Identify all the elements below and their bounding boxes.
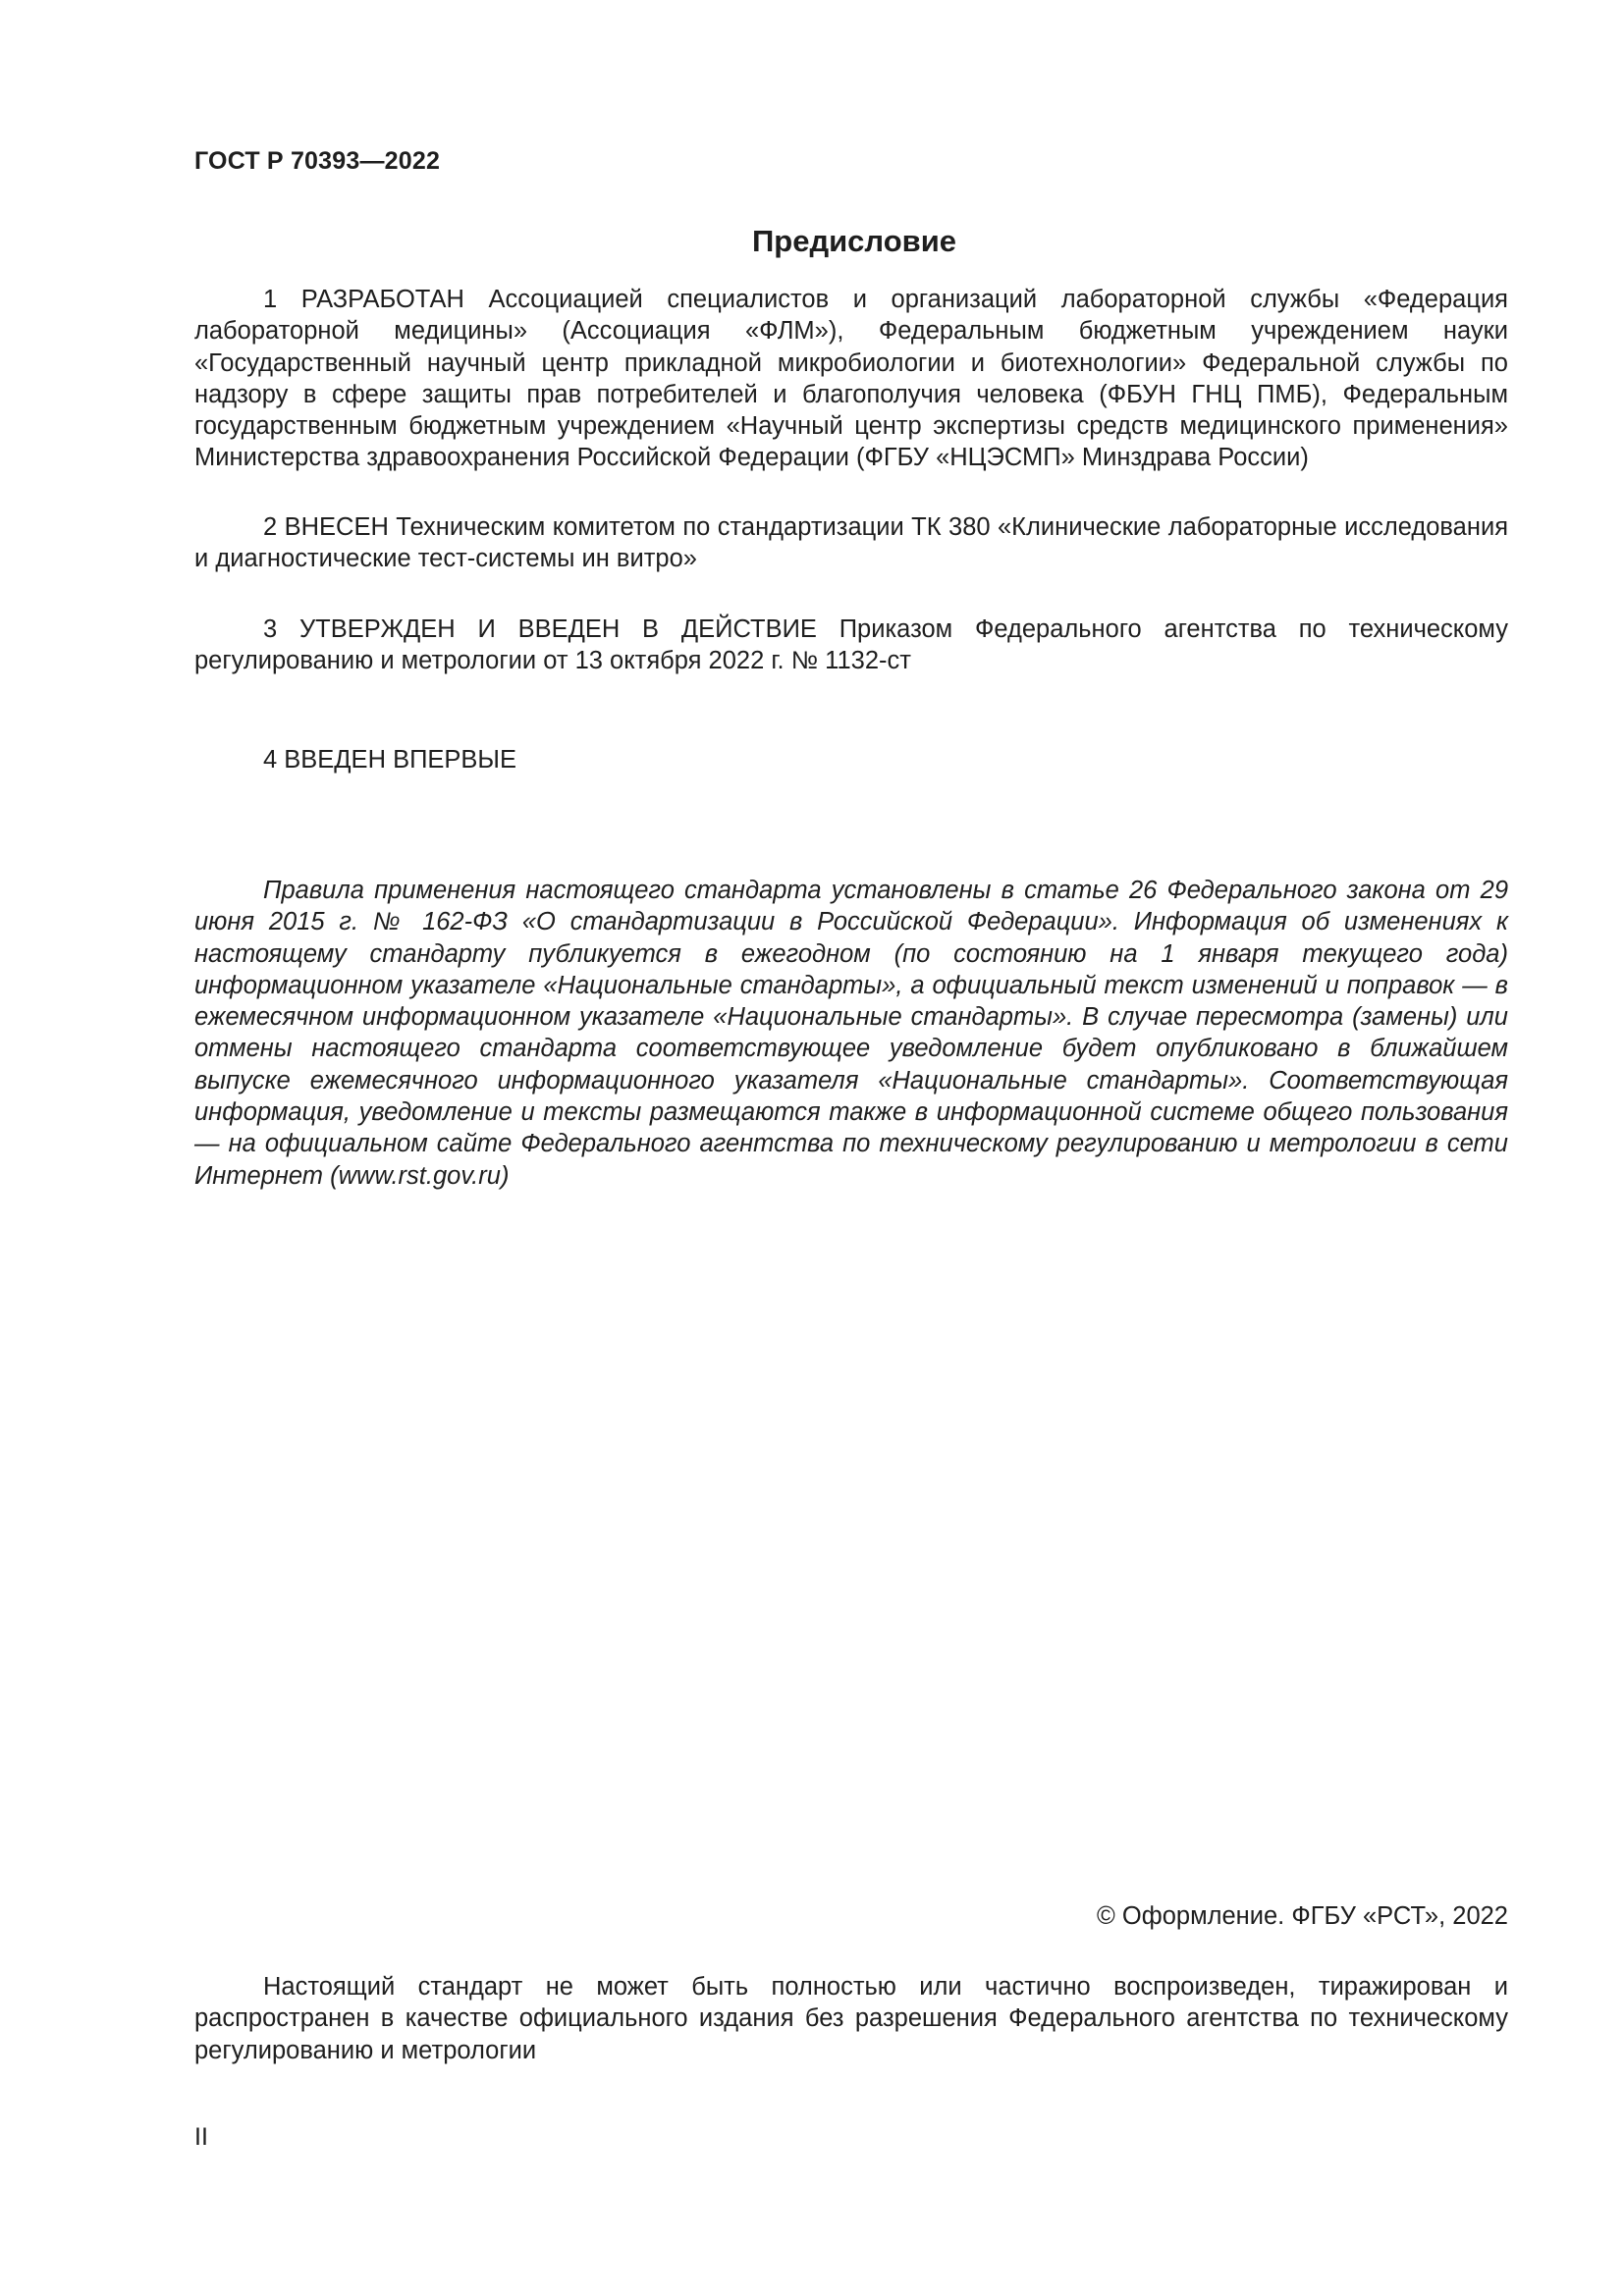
page-number: II <box>194 2123 208 2151</box>
reproduction-notice: Настоящий стандарт не может быть полностью или частично воспроизведен, тиражирован и распространен в качестве официального издания без разрешения Федерального агентства по техническому регулированию и метрологии <box>194 1973 1508 2064</box>
foreword-item-approved: 3 УТВЕРЖДЕН И ВВЕДЕН В ДЕЙСТВИЕ Приказом Федерального агентства по техническому регулированию и метрологии от 13 октября 2022 г. № 1132-ст <box>194 615 1508 675</box>
foreword-item-introduced: 2 ВНЕСЕН Техническим комитетом по стандартизации ТК 380 «Клинические лабораторные исследования и диагностические тест-системы ин витро» <box>194 513 1508 573</box>
document-code: ГОСТ Р 70393—2022 <box>194 147 441 175</box>
page-title: Предисловие <box>751 224 956 258</box>
application-rules-paragraph: Правила применения настоящего стандарта установлены в статье 26 Федерального закона от 29 июня 2015 г. № 162-ФЗ «О стандартизации в Российской Федерации». Информация об изменениях к настоящему стандарту публикуется в ежегодном (по состоянию на 1 января текущего года) информационном указателе «Национальные стандарты», а официальный текст изменений и поправок — в ежемесячном информационном указателе «Национальные стандарты». В случае пересмотра (замены) или отмены настоящего стандарта соответствующее уведомление будет опубликовано в ближайшем выпуске ежемесячного информационного указателя «Национальные стандарты». Соответствующая информация, уведомление и тексты размещаются также в информационной системе общего пользования — на официальном сайте Федерального агентства по техническому регулированию и метрологии в сети Интернет (www.rst.gov.ru) <box>194 877 1508 1190</box>
foreword-item-first-introduced: 4 ВВЕДЕН ВПЕРВЫЕ <box>263 746 517 774</box>
foreword-item-developed: 1 РАЗРАБОТАН Ассоциацией специалистов и организаций лабораторной службы «Федерация лабораторной медицины» (Ассоциация «ФЛМ»), Федеральным бюджетным учреждением науки «Государственный научный центр прикладной микробиологии и биотехнологии» Федеральной службы по надзору в сфере защиты прав потребителей и благополучия человека (ФБУН ГНЦ ПМБ), Федеральным государственным бюджетным учреждением «Научный центр экспертизы средств медицинского применения» Министерства здравоохранения Российской Федерации (ФГБУ «НЦЭСМП» Минздрава России) <box>194 286 1508 472</box>
copyright-notice: © Оформление. ФГБУ «РСТ», 2022 <box>1097 1902 1508 1930</box>
